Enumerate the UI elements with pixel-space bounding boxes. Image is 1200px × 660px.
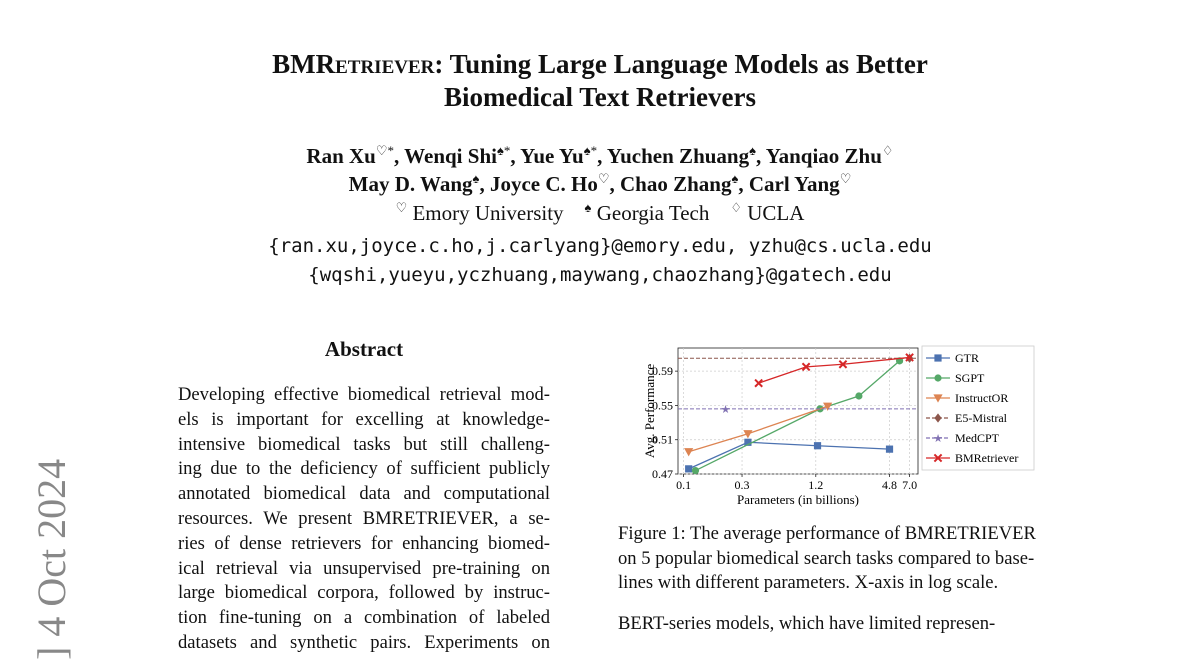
author: Yanqiao Zhu <box>765 144 882 168</box>
affiliation: UCLA <box>747 201 805 225</box>
author-list: Ran Xu♡*, Wenqi Shi♠*, Yue Yu♠*, Yuchen Zhuang♠, Yanqiao Zhu♢ May D. Wang♠, Joyce C. Ho♡, Chao Zhang♠, Carl Yang♡ <box>306 143 894 196</box>
author: Yuchen Zhuang <box>606 144 750 168</box>
abstract-line: els is important for excelling at knowledge- <box>178 408 550 430</box>
author: Carl Yang <box>748 172 840 196</box>
author: Ran Xu <box>306 144 376 168</box>
x-tick-label: 0.3 <box>734 478 750 492</box>
author: Wenqi Shi <box>404 144 497 168</box>
x-tick-label: 4.8 <box>882 478 898 492</box>
email-group: {ran.xu,joyce.c.ho,j.carlyang}@emory.edu <box>268 235 726 257</box>
author-mark: ♠ <box>472 171 480 186</box>
abstract-heading: Abstract <box>324 337 404 361</box>
affiliation-mark: ♡ <box>395 200 408 215</box>
author: May D. Wang <box>348 172 473 196</box>
y-axis-label: Avg. Performance <box>642 363 657 459</box>
affiliation-mark: ♠ <box>584 200 592 215</box>
gtr-point <box>685 465 692 472</box>
email-group: {wqshi,yueyu,yczhuang,maywang,chaozhang}@gatech.edu <box>308 264 892 286</box>
author-mark: ♠ <box>731 171 739 186</box>
paper-title <box>0 48 1200 114</box>
caption-line: Figure 1: The average performance of BMRETRIEVER <box>618 523 1036 544</box>
abstract-line: ries of dense retrievers for enhancing biomed- <box>178 532 550 554</box>
abstract-line: ical retrieval via unsupervised pre-training on <box>178 557 550 579</box>
abstract-line: resources. We present BMRETRIEVER, a se- <box>178 507 550 529</box>
abstract-line: Developing effective biomedical retrieval mod- <box>178 384 550 405</box>
abstract-body <box>178 383 550 656</box>
sgpt-point <box>692 467 699 474</box>
abstract-line: annotated biomedical data and computational <box>178 483 550 505</box>
legend-gtr-label: GTR <box>955 351 979 365</box>
affiliation: Emory University <box>412 201 564 225</box>
email: yzhu@cs.ucla.edu <box>748 235 932 257</box>
author: Yue Yu <box>520 144 584 168</box>
x-axis-label: Parameters (in billions) <box>736 492 860 507</box>
abstract-line: datasets and synthetic pairs. Experiments on <box>178 631 550 653</box>
figure-1-chart <box>620 338 1040 516</box>
legend-instructor-label: InstructOR <box>955 391 1009 405</box>
y-tick-label: 0.47 <box>652 467 673 481</box>
caption-line: lines with different parameters. X-axis in log scale. <box>618 572 999 594</box>
legend-e5-mistral-label: E5-Mistral <box>955 411 1007 425</box>
abstract-line: intensive biomedical tasks but still challeng- <box>178 433 550 455</box>
title-line2: Biomedical Text Retrievers <box>444 82 756 112</box>
author-mark: ♠ <box>749 143 757 158</box>
affiliation: Georgia Tech <box>596 201 710 225</box>
caption-line: on 5 popular biomedical search tasks compared to base- <box>618 547 1035 569</box>
legend-sgpt-marker <box>934 374 941 381</box>
plot-area <box>678 348 918 474</box>
author-mark: ♡ <box>597 171 610 186</box>
body-text: BERT-series models, which have limited represen- <box>618 613 996 634</box>
performance-chart-svg <box>620 338 1040 516</box>
title-prefix: BMR <box>272 49 336 79</box>
author-mark: ♢ <box>881 143 894 158</box>
title-rest: : Tuning Large Language Models as Better <box>434 49 928 79</box>
legend-medcpt-label: MedCPT <box>955 431 1000 445</box>
y-tick-label: 0.55 <box>652 398 673 413</box>
affiliations <box>0 199 1200 227</box>
legend-bmretriever-label: BMRetriever <box>955 451 1019 465</box>
gtr-point <box>814 442 821 449</box>
author: Joyce C. Ho <box>489 172 598 196</box>
legend-medcpt-marker: ★ <box>933 433 943 445</box>
y-tick-label: 0.59 <box>652 364 673 379</box>
title-smallcaps: etriever <box>335 49 435 79</box>
medcpt-point: ★ <box>720 403 731 416</box>
affiliation-mark: ♢ <box>730 200 742 215</box>
abstract-line: ing due to the deficiency of sufficient publicly <box>178 458 550 480</box>
x-tick-label: 0.1 <box>676 478 692 492</box>
arxiv-stamp: ] 4 Oct 2024 <box>29 458 74 660</box>
figure-caption <box>618 522 1038 596</box>
author-mark: ♠* <box>583 143 598 158</box>
legend-sgpt-label: SGPT <box>955 371 985 385</box>
legend-gtr-marker <box>934 354 941 361</box>
author-mark: ♡* <box>375 143 395 158</box>
author-mark: ♠* <box>496 143 511 158</box>
x-tick-label: 7.0 <box>902 478 918 492</box>
abstract-line: tion fine-tuning on a combination of labeled <box>178 607 550 629</box>
x-tick-label: 1.2 <box>808 478 824 492</box>
author: Chao Zhang <box>620 172 732 196</box>
y-tick-label: 0.51 <box>652 432 673 447</box>
author-mark: ♡ <box>839 171 852 186</box>
sgpt-point <box>855 392 862 399</box>
abstract-line: large biomedical corpora, followed by instruc- <box>178 582 550 604</box>
gtr-point <box>886 446 893 453</box>
email-list: {ran.xu,joyce.c.ho,j.carlyang}@emory.edu, yzhu@cs.ucla.edu {wqshi,yueyu,yczhuang,maywang,chaozhang}@gatech.edu <box>0 232 1200 290</box>
